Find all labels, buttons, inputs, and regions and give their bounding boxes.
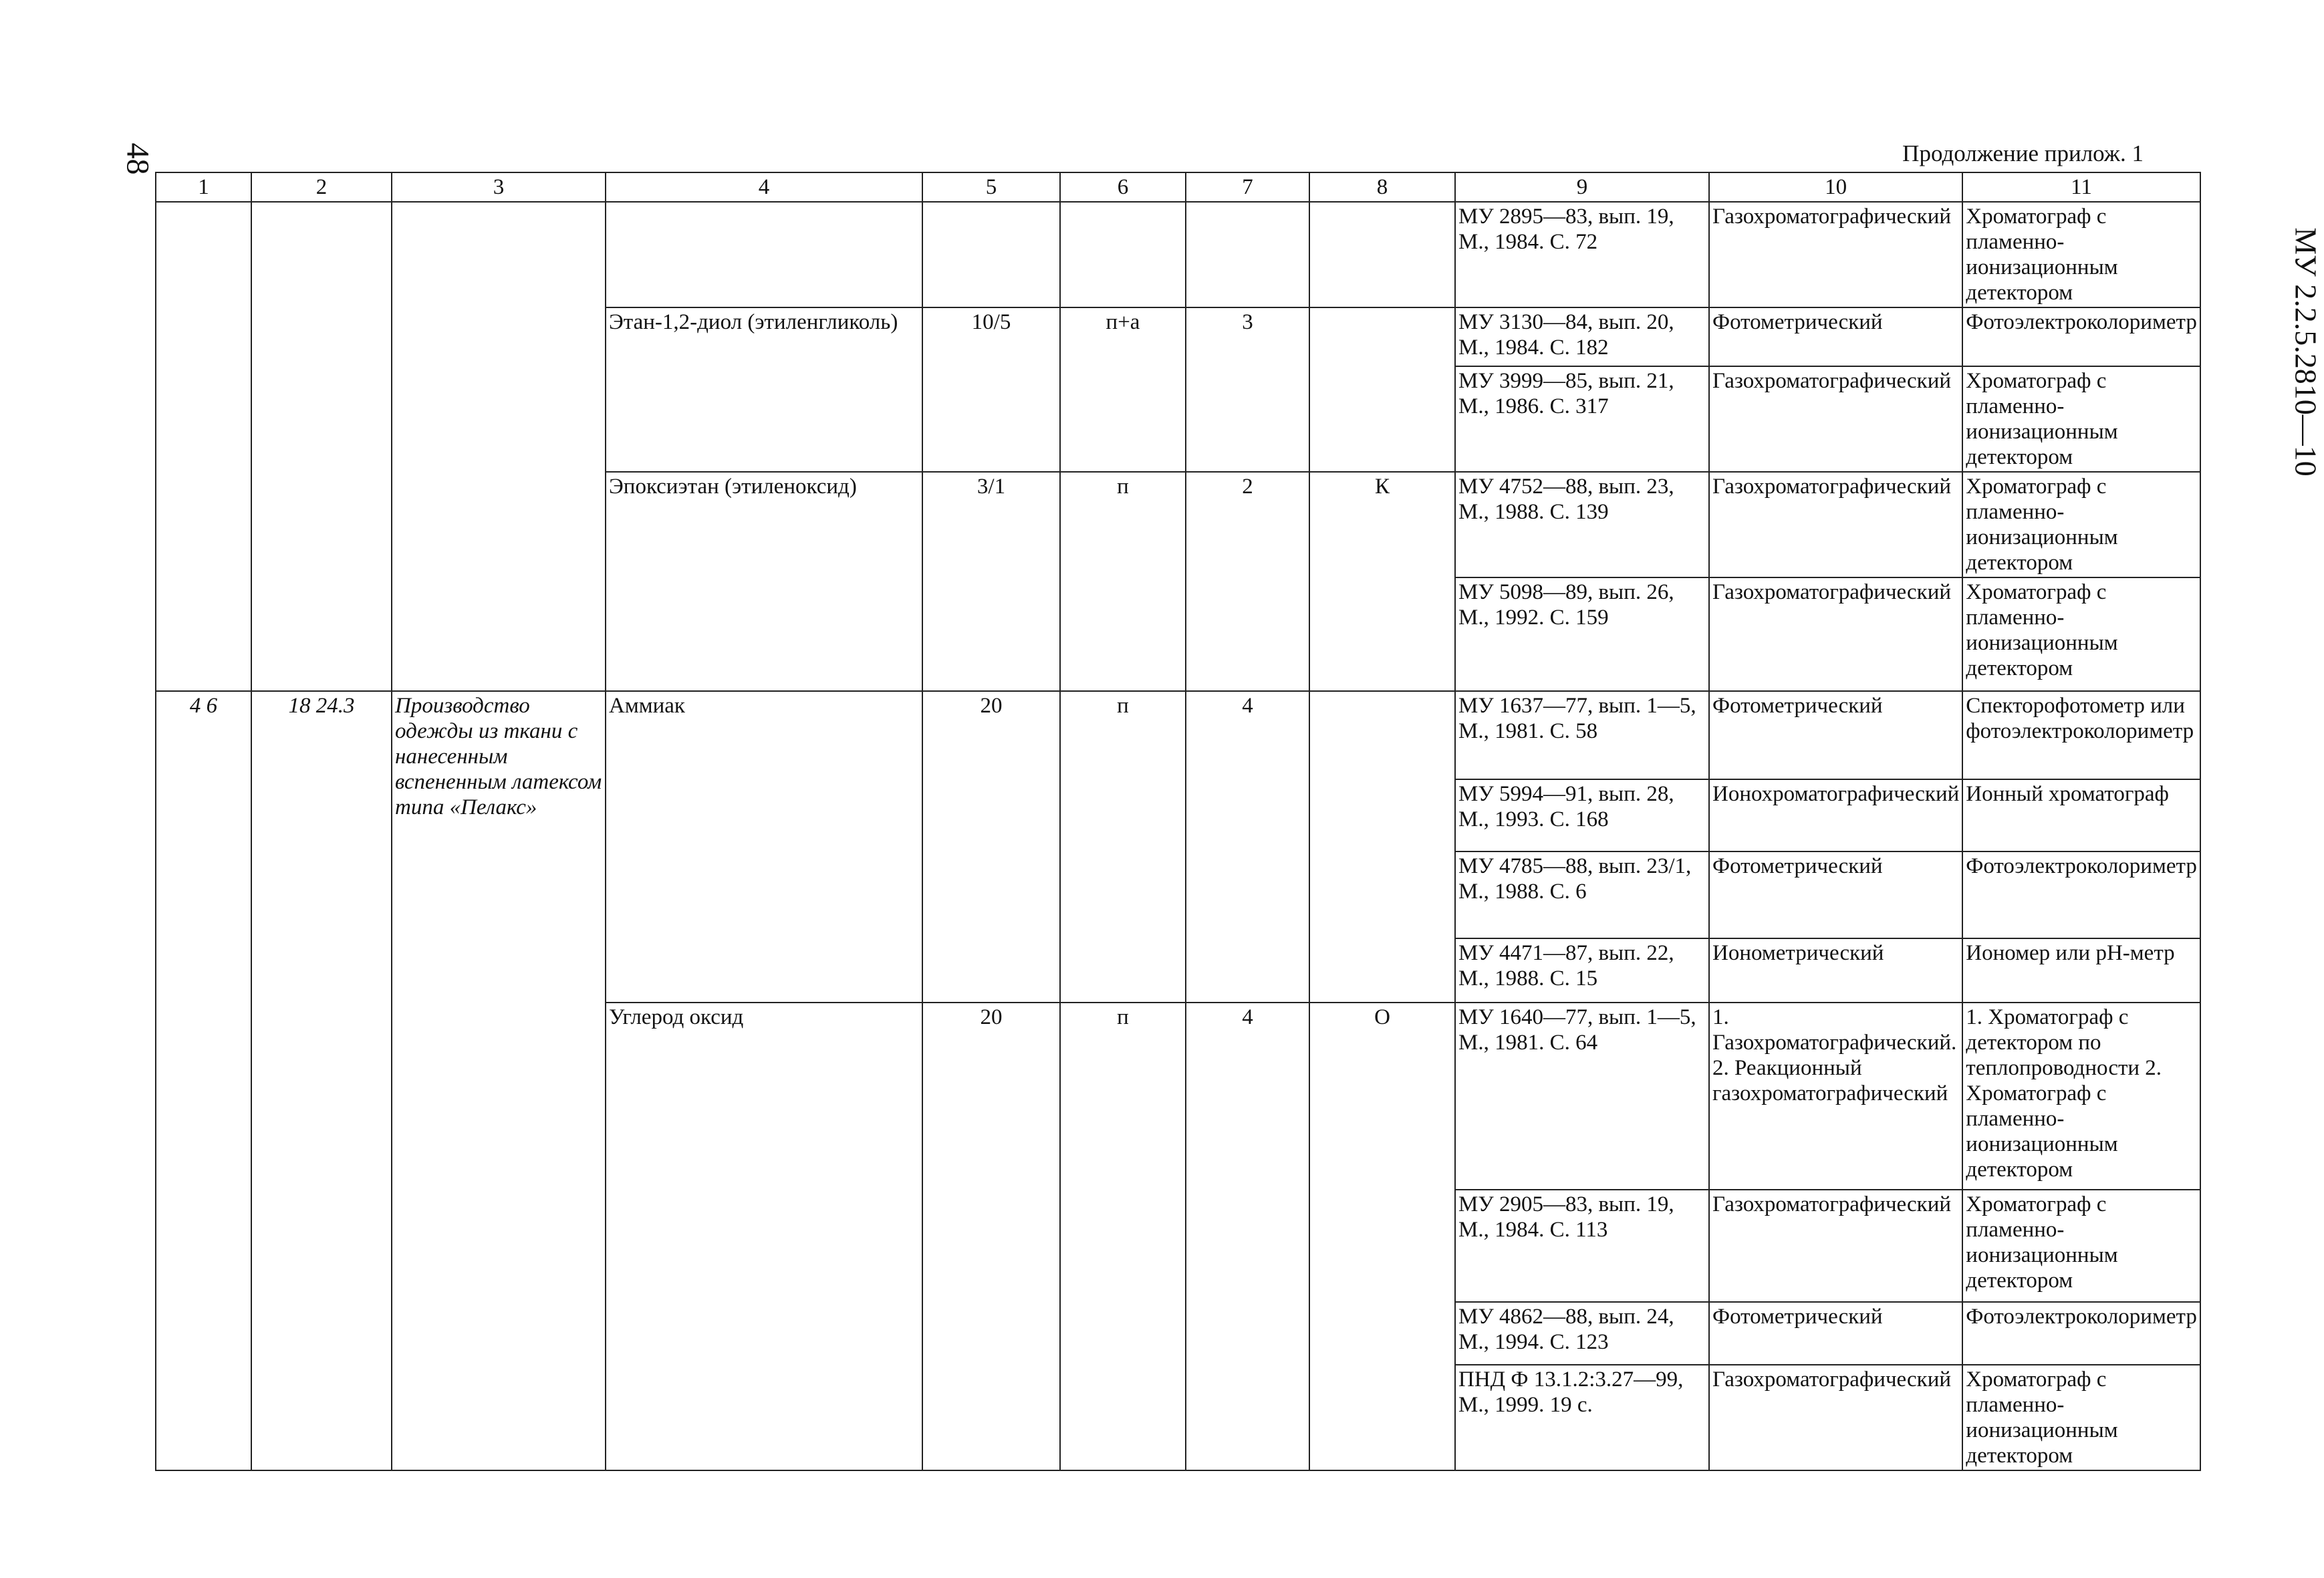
pdk-value: 20 (922, 691, 1060, 1003)
aggregate-state: п+а (1060, 307, 1186, 472)
device-name: Хроматограф с пламенно-ионизационным детектором (1962, 1365, 2200, 1470)
method-reference: МУ 1640—77, вып. 1—5, М., 1981. С. 64 (1455, 1003, 1709, 1190)
method-name: Фотометрический (1709, 307, 1962, 366)
method-name: Фотометрический (1709, 851, 1962, 938)
method-reference: МУ 5098—89, вып. 26, М., 1992. С. 159 (1455, 577, 1709, 691)
method-reference: МУ 3130—84, вып. 20, М., 1984. С. 182 (1455, 307, 1709, 366)
column-header: 2 (251, 172, 392, 202)
substance-name: Аммиак (606, 691, 922, 1003)
pdk-value: 10/5 (922, 307, 1060, 472)
device-name: Хроматограф с пламенно-ионизационным детектором (1962, 1190, 2200, 1302)
column-header: 6 (1060, 172, 1186, 202)
device-name: Ионный хроматограф (1962, 779, 2200, 851)
column-header: 3 (392, 172, 606, 202)
substance-name: Углерод оксид (606, 1003, 922, 1470)
column-header: 1 (156, 172, 251, 202)
method-name: Газохроматографический (1709, 366, 1962, 472)
hazard-class (1186, 202, 1309, 307)
group-code: 4 6 (156, 691, 251, 1470)
device-name: Фотоэлектроколориметр (1962, 851, 2200, 938)
device-name: Хроматограф с пламенно-ионизационным детектором (1962, 202, 2200, 307)
method-name: Ионохроматографический (1709, 779, 1962, 851)
group-production: Производство одежды из ткани с нанесенным вспененным латексом типа «Пелакс» (392, 691, 606, 1470)
device-name: Хроматограф с пламенно-ионизационным детектором (1962, 472, 2200, 577)
production-cell (392, 202, 606, 691)
substance-name (606, 202, 922, 307)
method-name: 1. Газохроматографический. 2. Реакционный газохроматографический (1709, 1003, 1962, 1190)
method-reference: МУ 2905—83, вып. 19, М., 1984. С. 113 (1455, 1190, 1709, 1302)
action-feature (1309, 307, 1455, 472)
device-name: Спекторофотометр или фотоэлектроколориметр (1962, 691, 2200, 779)
method-name: Фотометрический (1709, 691, 1962, 779)
method-name: Газохроматографический (1709, 472, 1962, 577)
document-code: МУ 2.2.5.2810—10 (2289, 227, 2323, 477)
aggregate-state (1060, 202, 1186, 307)
hazard-class: 2 (1186, 472, 1309, 691)
action-feature (1309, 202, 1455, 307)
column-header: 9 (1455, 172, 1709, 202)
table-row (156, 202, 2200, 307)
pdk-value: 3/1 (922, 472, 1060, 691)
hazard-class: 3 (1186, 307, 1309, 472)
method-reference: МУ 4862—88, вып. 24, М., 1994. С. 123 (1455, 1302, 1709, 1365)
column-header: 7 (1186, 172, 1309, 202)
method-reference: МУ 2895—83, вып. 19, М., 1984. С. 72 (1455, 202, 1709, 307)
pdk-value (922, 202, 1060, 307)
aggregate-state: п (1060, 1003, 1186, 1470)
method-reference: МУ 4471—87, вып. 22, М., 1988. С. 15 (1455, 938, 1709, 1003)
page-number: 48 (120, 142, 156, 175)
method-name: Ионометрический (1709, 938, 1962, 1003)
okved-cell (251, 202, 392, 691)
method-reference: ПНД Ф 13.1.2:3.27—99, М., 1999. 19 с. (1455, 1365, 1709, 1470)
method-reference: МУ 3999—85, вып. 21, М., 1986. С. 317 (1455, 366, 1709, 472)
substance-name: Эпоксиэтан (этиленоксид) (606, 472, 922, 691)
continuation-caption: Продолжение прилож. 1 (1902, 140, 2144, 166)
table-row (156, 691, 2200, 779)
action-feature: О (1309, 1003, 1455, 1470)
action-feature (1309, 691, 1455, 1003)
aggregate-state: п (1060, 472, 1186, 691)
pdk-value: 20 (922, 1003, 1060, 1470)
method-name: Газохроматографический (1709, 577, 1962, 691)
method-name: Газохроматографический (1709, 1365, 1962, 1470)
column-header: 4 (606, 172, 922, 202)
method-name: Газохроматографический (1709, 1190, 1962, 1302)
device-name: 1. Хроматограф с детектором по теплопроводности 2. Хроматограф с пламенно-ионизационным детектором (1962, 1003, 2200, 1190)
device-name: Фотоэлектроколориметр (1962, 307, 2200, 366)
action-feature: К (1309, 472, 1455, 691)
method-reference: МУ 4752—88, вып. 23, М., 1988. С. 139 (1455, 472, 1709, 577)
method-reference: МУ 1637—77, вып. 1—5, М., 1981. С. 58 (1455, 691, 1709, 779)
device-name: Иономер или рН-метр (1962, 938, 2200, 1003)
appendix-table (155, 172, 2201, 1471)
method-name: Газохроматографический (1709, 202, 1962, 307)
column-header: 11 (1962, 172, 2200, 202)
hazard-class: 4 (1186, 1003, 1309, 1470)
column-header: 8 (1309, 172, 1455, 202)
device-name: Хроматограф с пламенно-ионизационным детектором (1962, 366, 2200, 472)
device-name: Хроматограф с пламенно-ионизационным детектором (1962, 577, 2200, 691)
hazard-class: 4 (1186, 691, 1309, 1003)
column-header: 5 (922, 172, 1060, 202)
substance-name: Этан-1,2-диол (этиленгликоль) (606, 307, 922, 472)
device-name: Фотоэлектроколориметр (1962, 1302, 2200, 1365)
method-reference: МУ 4785—88, вып. 23/1, М., 1988. С. 6 (1455, 851, 1709, 938)
aggregate-state: п (1060, 691, 1186, 1003)
group-okved: 18 24.3 (251, 691, 392, 1470)
method-name: Фотометрический (1709, 1302, 1962, 1365)
column-number-row (156, 172, 2200, 202)
column-header: 10 (1709, 172, 1962, 202)
method-reference: МУ 5994—91, вып. 28, М., 1993. С. 168 (1455, 779, 1709, 851)
code-cell (156, 202, 251, 691)
